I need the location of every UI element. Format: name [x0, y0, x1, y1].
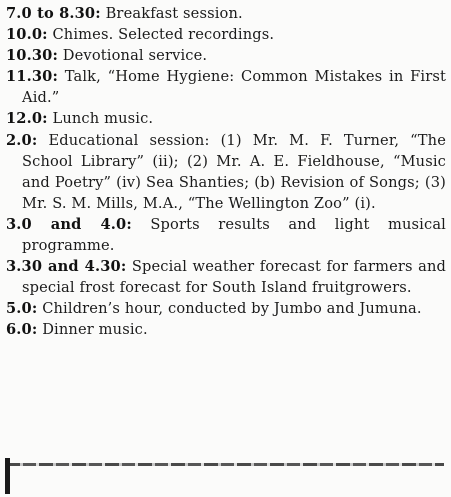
programme-text: Children’s hour, conducted by Jumbo and Jumuna. [42, 300, 422, 318]
programme-entry [6, 3, 446, 24]
programme-entry [6, 66, 446, 108]
rule-edge-mark [5, 458, 10, 494]
programme-entry [6, 108, 446, 129]
programme-text: Educational session: (1) Mr. M. F. Turner, “The School Library” (ii); (2) Mr. A. E. Fieldhouse, “Music and Poetry” (iv) Sea Shanties; (b) Revision of Songs; (3) Mr. S. M. Mills, M.A., “The Wellington Zoo” (i). [22, 131, 446, 212]
programme-entry [6, 130, 446, 214]
programme-time: 6.0: [6, 321, 38, 339]
programme-time: 2.0: [6, 131, 38, 149]
programme-text: Talk, “Home Hygiene: Common Mistakes in First Aid.” [22, 68, 446, 107]
programme-entry [6, 256, 446, 298]
programme-time: 3.30 and 4.30: [6, 258, 127, 276]
programme-entry [6, 319, 446, 340]
radio-programme-list [6, 3, 446, 341]
programme-time: 11.30: [6, 68, 58, 86]
programme-text: Chimes. Selected recordings. [52, 26, 275, 44]
programme-text: Devotional service. [62, 47, 208, 65]
programme-time: 5.0: [6, 300, 38, 318]
column-rule [6, 463, 444, 466]
programme-time: 3.0 and 4.0: [6, 215, 132, 233]
programme-entry [6, 214, 446, 256]
programme-entry [6, 298, 446, 319]
programme-time: 12.0: [6, 110, 48, 128]
programme-time: 10.30: [6, 47, 58, 65]
programme-entry [6, 45, 446, 66]
programme-time: 7.0 to 8.30: [6, 5, 101, 22]
programme-text: Special weather forecast for farmers and special frost forecast for South Island fruitgrowers. [22, 258, 446, 297]
programme-time: 10.0: [6, 26, 48, 44]
programme-text: Dinner music. [42, 321, 148, 339]
programme-text: Lunch music. [52, 110, 154, 128]
programme-text: Sports results and light musical programme. [22, 215, 446, 255]
programme-text: Breakfast session. [105, 5, 243, 22]
programme-entry [6, 24, 446, 45]
